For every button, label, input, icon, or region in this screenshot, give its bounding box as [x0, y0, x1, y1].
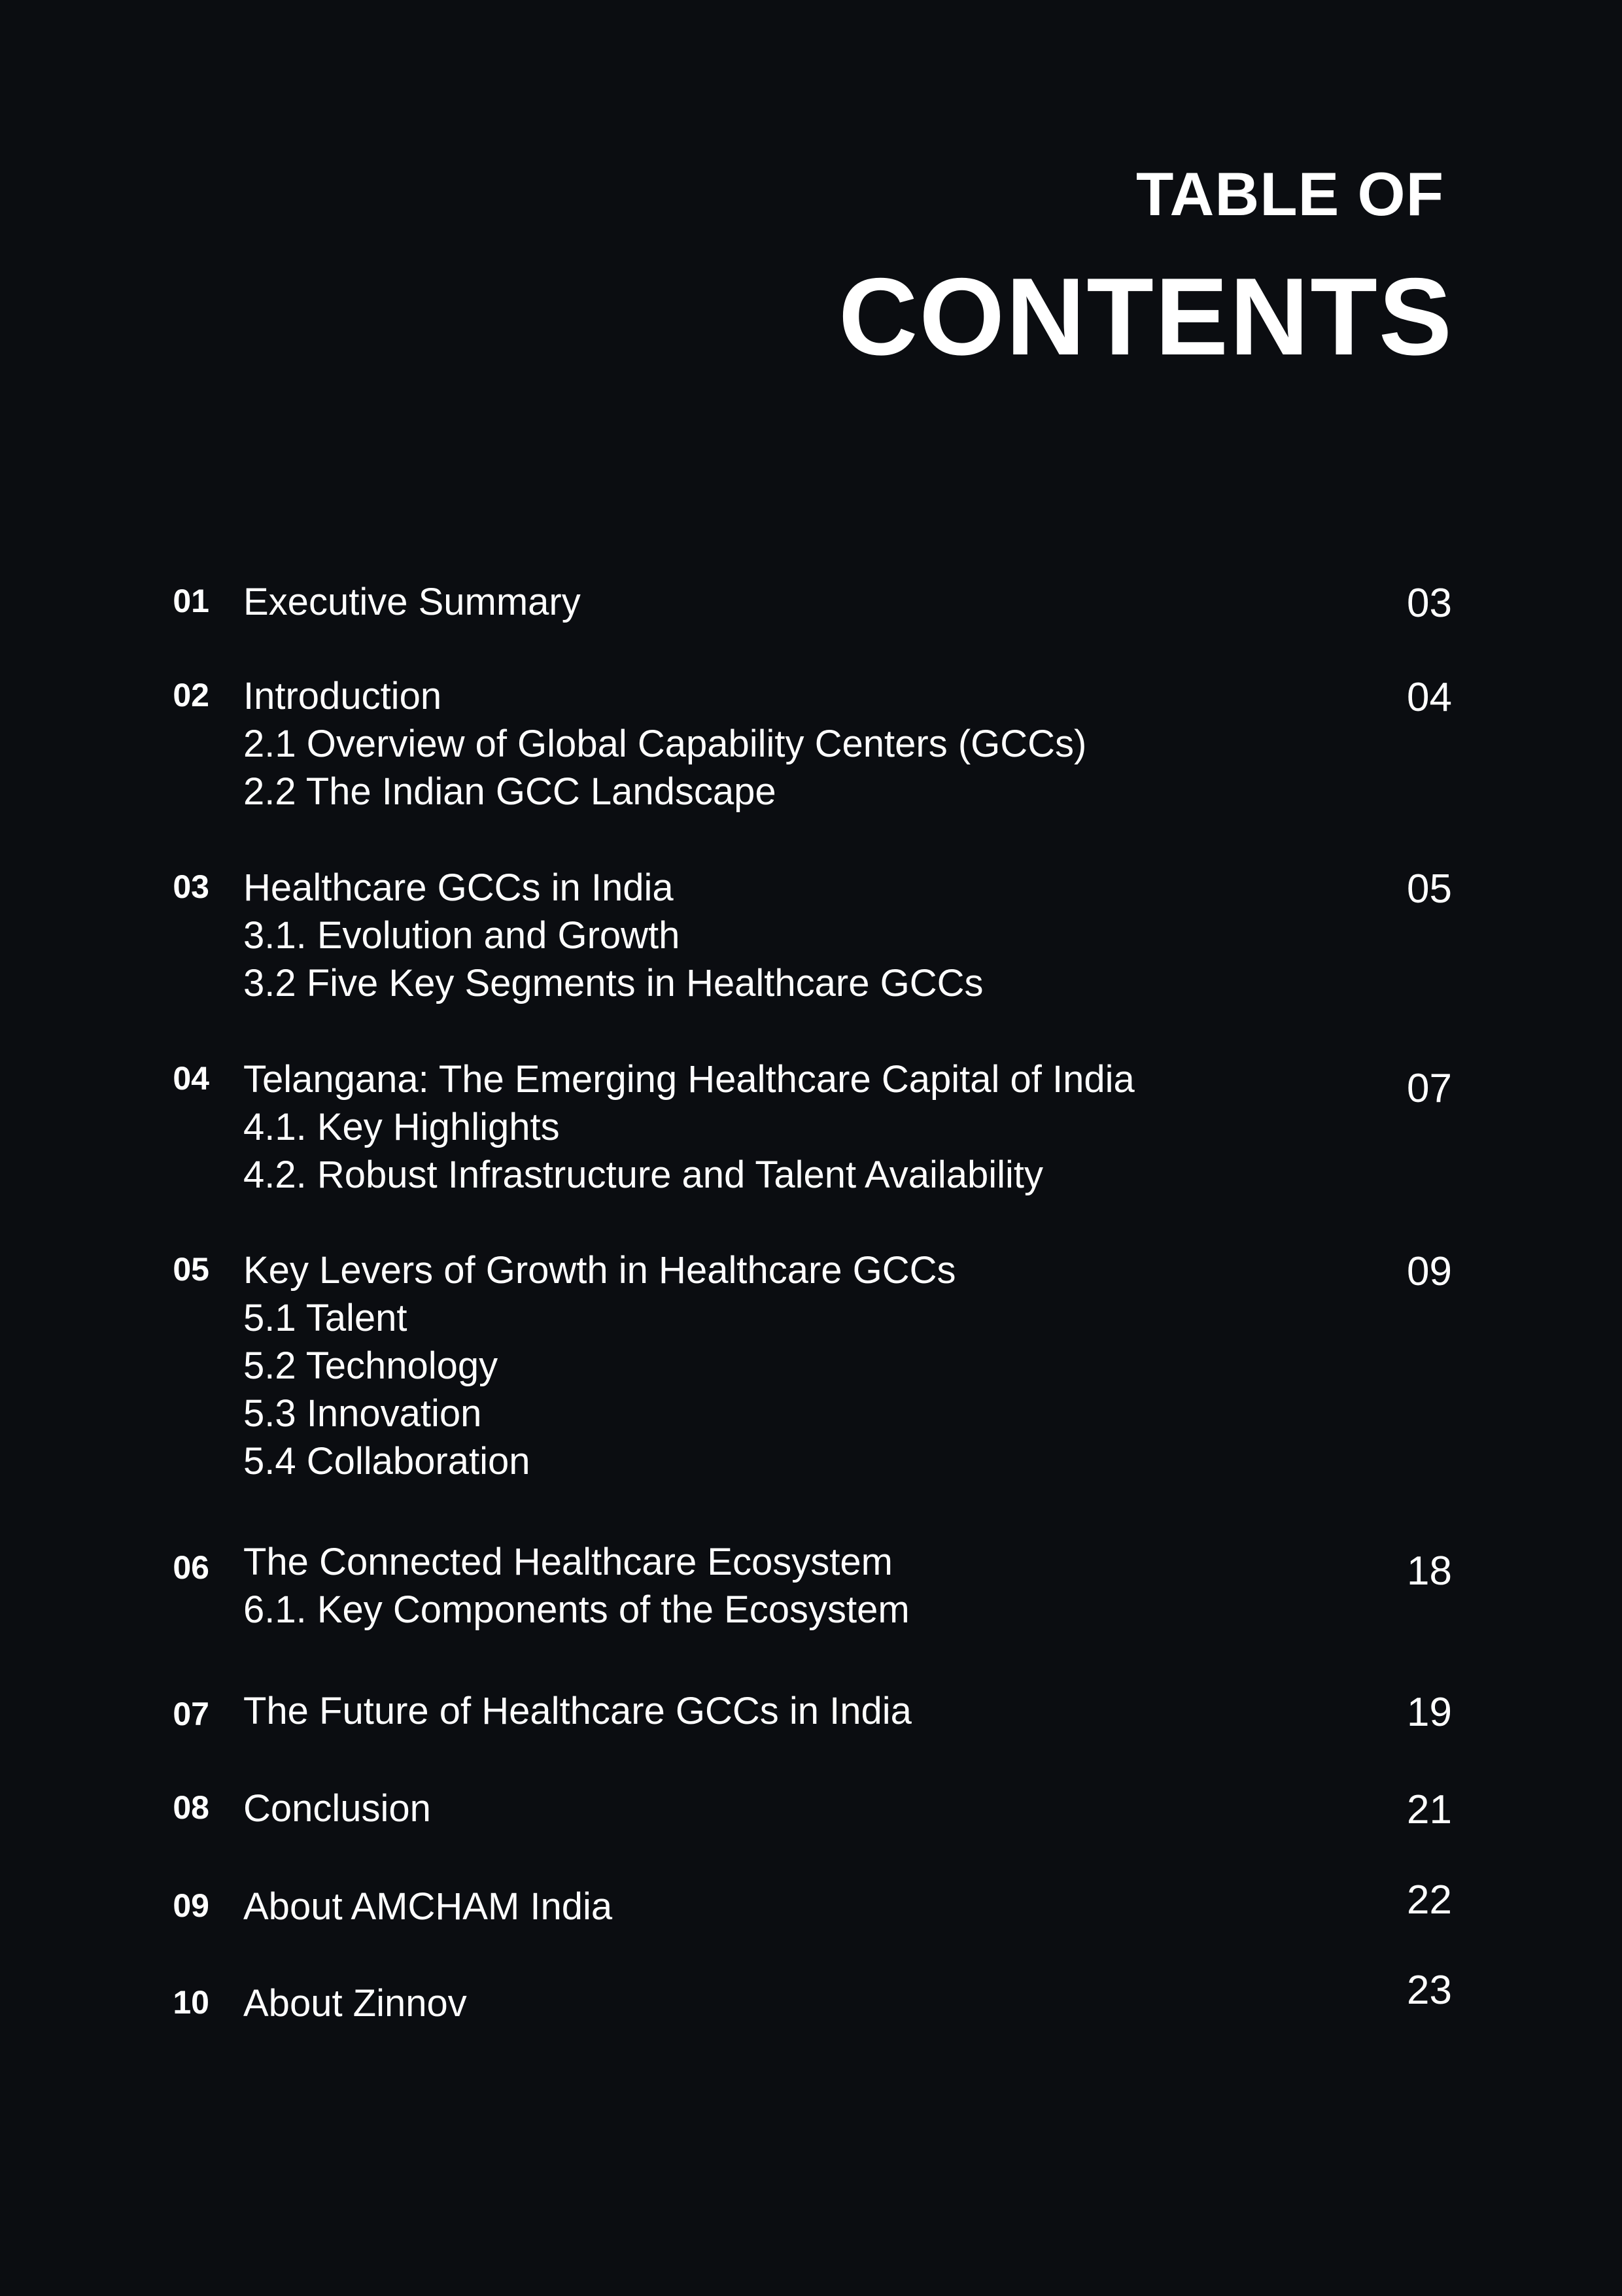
toc-subentry[interactable]: 5.4 Collaboration — [243, 1440, 530, 1482]
toc-subentry[interactable]: 4.1. Key Highlights — [243, 1106, 560, 1148]
toc-entry-number: 06 — [173, 1549, 209, 1586]
toc-entry-number: 08 — [173, 1789, 209, 1826]
toc-page-number: 05 — [1407, 866, 1452, 912]
toc-entry-number: 09 — [173, 1887, 209, 1924]
toc-entry-title[interactable]: Key Levers of Growth in Healthcare GCCs — [243, 1249, 956, 1292]
toc-subentry[interactable]: 2.1 Overview of Global Capability Centers (GCCs) — [243, 723, 1087, 765]
toc-entry-title[interactable]: Telangana: The Emerging Healthcare Capital of India — [243, 1058, 1135, 1101]
toc-subentry[interactable]: 5.2 Technology — [243, 1345, 498, 1387]
toc-entry-number: 01 — [173, 583, 209, 619]
toc-page-number: 19 — [1407, 1690, 1452, 1735]
toc-page-number: 03 — [1407, 581, 1452, 626]
toc-entry-number: 05 — [173, 1251, 209, 1288]
title-line-1: TABLE OF — [1136, 160, 1444, 228]
toc-subentry[interactable]: 3.2 Five Key Segments in Healthcare GCCs — [243, 962, 984, 1004]
toc-subentry[interactable]: 6.1. Key Components of the Ecosystem — [243, 1588, 910, 1631]
toc-subentry[interactable]: 2.2 The Indian GCC Landscape — [243, 770, 776, 813]
toc-page-number: 04 — [1407, 675, 1452, 720]
toc-entry-title[interactable]: About Zinnov — [243, 1982, 467, 2025]
toc-page-number: 18 — [1407, 1549, 1452, 1594]
toc-entry-number: 03 — [173, 868, 209, 905]
toc-subentry[interactable]: 4.2. Robust Infrastructure and Talent Availability — [243, 1154, 1044, 1196]
toc-entry-title[interactable]: About AMCHAM India — [243, 1885, 613, 1928]
toc-page-number: 23 — [1407, 1968, 1452, 2013]
toc-page-number: 09 — [1407, 1249, 1452, 1294]
toc-subentry[interactable]: 5.1 Talent — [243, 1297, 407, 1339]
toc-entry-number: 04 — [173, 1060, 209, 1097]
toc-entry-number: 10 — [173, 1984, 209, 2021]
toc-page-number: 22 — [1407, 1877, 1452, 1923]
toc-subentry[interactable]: 3.1. Evolution and Growth — [243, 914, 680, 957]
toc-entry-title[interactable]: Healthcare GCCs in India — [243, 866, 674, 909]
page-title: CONTENTS — [838, 255, 1453, 378]
toc-entry-number: 07 — [173, 1696, 209, 1732]
toc-entry-title[interactable]: Conclusion — [243, 1787, 431, 1830]
toc-entry-title[interactable]: Introduction — [243, 675, 442, 717]
toc-entry-title[interactable]: The Future of Healthcare GCCs in India — [243, 1690, 912, 1732]
toc-entry-title[interactable]: Executive Summary — [243, 581, 581, 623]
toc-page-number: 21 — [1407, 1787, 1452, 1832]
toc-page-number: 07 — [1407, 1066, 1452, 1111]
toc-entry-number: 02 — [173, 677, 209, 713]
toc-entry-title[interactable]: The Connected Healthcare Ecosystem — [243, 1541, 893, 1583]
toc-subentry[interactable]: 5.3 Innovation — [243, 1392, 482, 1435]
